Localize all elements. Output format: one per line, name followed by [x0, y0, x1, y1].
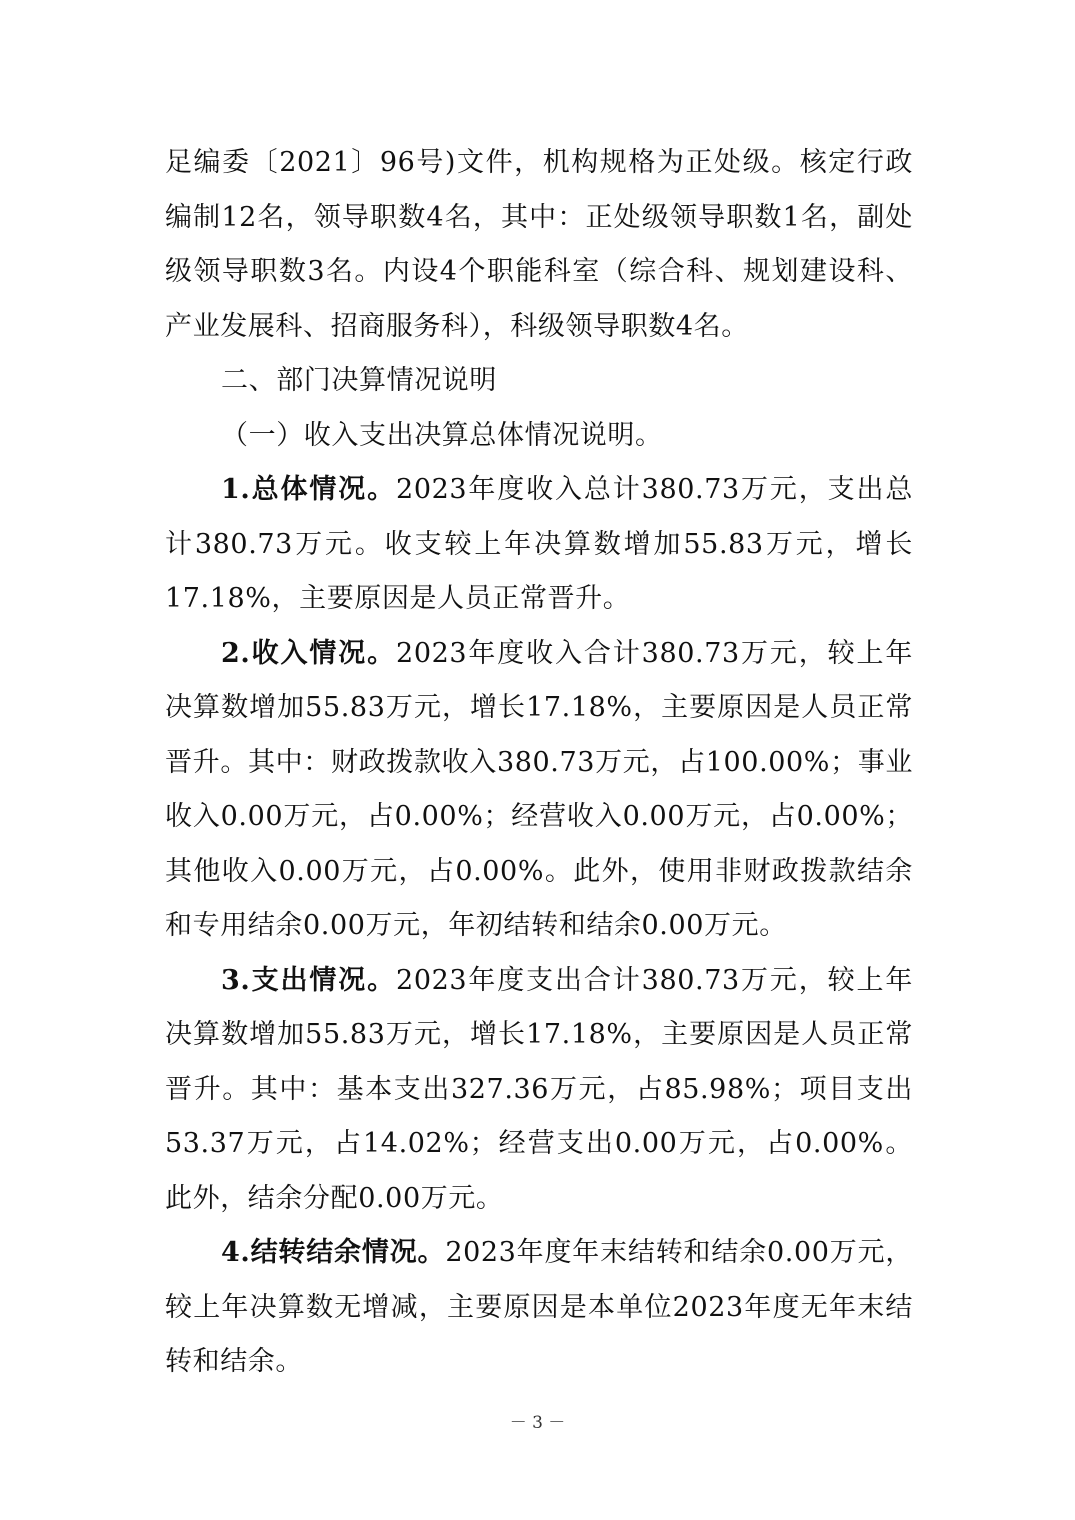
- item-expense: [165, 954, 913, 1227]
- section-heading: 二、部门决算情况说明: [221, 365, 497, 396]
- item-income-body: 2023年度收入合计380.73万元，较上年决算数增加55.83万元，增长17.18%，主要原因是人员正常晋升。其中：财政拨款收入380.73万元，占100.00%；事业收入0.00万元，占0.00%；经营收入0.00万元，占0.00%；其他收入0.00万元，占0.00%。此外，使用非财政拨款结余和专用结余0.00万元，年初结转和结余0.00万元。: [165, 637, 914, 941]
- item-carryover-body: 2023年度年末结转和结余0.00万元，较上年决算数无增减，主要原因是本单位2023年度无年末结转和结余。: [165, 1237, 913, 1377]
- body-text: [165, 136, 913, 1390]
- intro-paragraph: 足编委〔2021〕96号)文件，机构规格为正处级。核定行政编制12名，领导职数4名，其中：正处级领导职数1名，副处级领导职数3名。内设4个职能科室（综合科、规划建设科、产业发展科、招商服务科），科级领导职数4名。: [165, 147, 913, 342]
- item-expense-body: 2023年度支出合计380.73万元，较上年决算数增加55.83万元，增长17.18%，主要原因是人员正常晋升。其中：基本支出327.36万元，占85.98%；项目支出53.37万元，占14.02%；经营支出0.00万元，占0.00%。此外，结余分配0.00万元。: [165, 964, 914, 1214]
- subsection-heading: （一）收入支出决算总体情况说明。: [221, 419, 663, 451]
- item-carryover: [165, 1226, 913, 1390]
- item-carryover-lead: 4.结转结余情况。: [221, 1237, 446, 1268]
- item-expense-lead: 3.支出情况。: [221, 964, 397, 996]
- item-income: [165, 627, 913, 954]
- item-overall-lead: 1.总体情况。: [221, 474, 397, 505]
- item-overall: [165, 463, 913, 627]
- page-number: － 3 －: [509, 1413, 566, 1433]
- item-overall-body: 2023年度收入总计380.73万元，支出总计380.73万元。收支较上年决算数增加55.83万元，增长17.18%，主要原因是人员正常晋升。: [165, 474, 914, 614]
- item-income-lead: 2.收入情况。: [221, 637, 397, 669]
